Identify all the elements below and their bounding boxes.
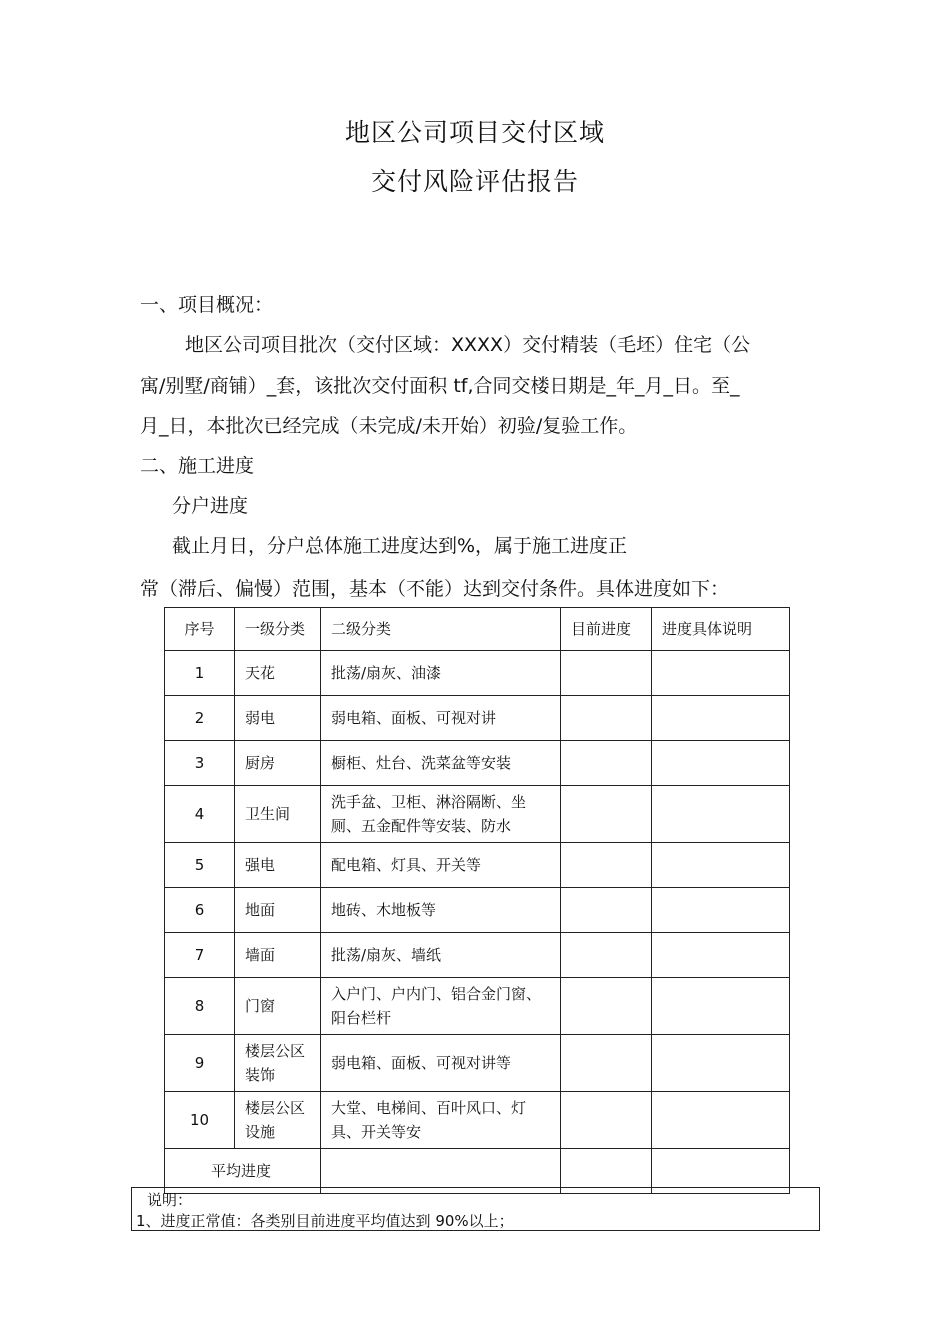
cell-cat1: 地面 — [235, 888, 321, 933]
table-row — [165, 696, 790, 741]
table-row — [165, 843, 790, 888]
cell-note — [652, 978, 790, 1035]
cell-note — [652, 786, 790, 843]
header-progress: 目前进度 — [561, 608, 652, 651]
table-row — [165, 786, 790, 843]
cell-cat1: 强电 — [235, 843, 321, 888]
table-row — [165, 888, 790, 933]
cell-cat1: 墙面 — [235, 933, 321, 978]
cell-no: 1 — [165, 651, 235, 696]
cell-note — [652, 741, 790, 786]
cell-note — [652, 696, 790, 741]
section1-line: 地区公司项目批次（交付区域：XXXX）交付精装（毛坯）住宅（公 — [185, 334, 751, 356]
cell-note — [652, 651, 790, 696]
header-cat2: 二级分类 — [321, 608, 561, 651]
table-row — [165, 651, 790, 696]
report-title-line1: 地区公司项目交付区域 — [344, 118, 605, 147]
cell-cat1: 楼层公区装饰 — [235, 1035, 321, 1092]
cell-cat2: 弱电箱、面板、可视对讲 — [321, 696, 561, 741]
table-row — [165, 933, 790, 978]
cell-cat2: 地砖、木地板等 — [321, 888, 561, 933]
cell-no: 10 — [165, 1092, 235, 1149]
cell-note — [652, 1035, 790, 1092]
header-note: 进度具体说明 — [652, 608, 790, 651]
section1-line: 月_日，本批次已经完成（未完成/未开始）初验/复验工作。 — [140, 415, 638, 437]
cell-no: 7 — [165, 933, 235, 978]
section2-line-b: 常（滞后、偏慢）范围，基本（不能）达到交付条件。具体进度如下： — [140, 578, 730, 600]
cell-cat1: 天花 — [235, 651, 321, 696]
cell-no: 9 — [165, 1035, 235, 1092]
average-label: 平均进度 — [165, 1149, 321, 1194]
cell-progress — [561, 978, 652, 1035]
cell-cat1: 厨房 — [235, 741, 321, 786]
cell-no: 6 — [165, 888, 235, 933]
cell-cat2: 入户门、户内门、铝合金门窗、阳台栏杆 — [321, 978, 561, 1035]
cell-progress — [561, 933, 652, 978]
cell-cat2: 橱柜、灶台、洗菜盆等安装 — [321, 741, 561, 786]
progress-table — [164, 607, 790, 1194]
cell-progress — [561, 1035, 652, 1092]
section2-heading: 二、施工进度 — [140, 455, 255, 477]
cell-progress — [561, 696, 652, 741]
cell-note — [652, 843, 790, 888]
cell-progress — [561, 786, 652, 843]
header-no: 序号 — [165, 608, 235, 651]
cell-cat1: 卫生间 — [235, 786, 321, 843]
cell-cat2: 弱电箱、面板、可视对讲等 — [321, 1035, 561, 1092]
cell-cat1: 楼层公区设施 — [235, 1092, 321, 1149]
table-row — [165, 978, 790, 1035]
report-title-line2: 交付风险评估报告 — [370, 167, 579, 196]
cell-no: 8 — [165, 978, 235, 1035]
cell-cat2: 大堂、电梯间、百叶风口、灯具、开关等安 — [321, 1092, 561, 1149]
cell-cat2: 批荡/扇灰、墙纸 — [321, 933, 561, 978]
cell-note — [652, 888, 790, 933]
cell-no: 3 — [165, 741, 235, 786]
cell-cat2: 配电箱、灯具、开关等 — [321, 843, 561, 888]
note-box — [131, 1187, 820, 1231]
cell-note — [652, 933, 790, 978]
table-row — [165, 741, 790, 786]
note-line1: 1、进度正常值：各类别目前进度平均值达到 90%以上； — [136, 1212, 514, 1230]
cell-progress — [561, 843, 652, 888]
cell-cat1: 门窗 — [235, 978, 321, 1035]
cell-no: 5 — [165, 843, 235, 888]
table-header-row — [165, 608, 790, 651]
cell-no: 4 — [165, 786, 235, 843]
cell-cat1: 弱电 — [235, 696, 321, 741]
cell-cat2: 批荡/扇灰、油漆 — [321, 651, 561, 696]
section2-line-a: 截止月日，分户总体施工进度达到%，属于施工进度正 — [172, 535, 628, 557]
section2-subheading: 分户进度 — [172, 495, 249, 517]
cell-progress — [561, 651, 652, 696]
table-row — [165, 1092, 790, 1149]
section1-line: 寓/别墅/商铺）_套，该批次交付面积 tf,合同交楼日期是_年_月_日。至_ — [140, 375, 740, 397]
cell-progress — [561, 741, 652, 786]
cell-no: 2 — [165, 696, 235, 741]
table-row — [165, 1035, 790, 1092]
cell-progress — [561, 888, 652, 933]
cell-note — [652, 1092, 790, 1149]
header-cat1: 一级分类 — [235, 608, 321, 651]
note-label: 说明： — [147, 1191, 193, 1209]
cell-progress — [561, 1092, 652, 1149]
section1-heading: 一、项目概况： — [140, 294, 274, 316]
cell-cat2: 洗手盆、卫柜、淋浴隔断、坐厕、五金配件等安装、防水 — [321, 786, 561, 843]
